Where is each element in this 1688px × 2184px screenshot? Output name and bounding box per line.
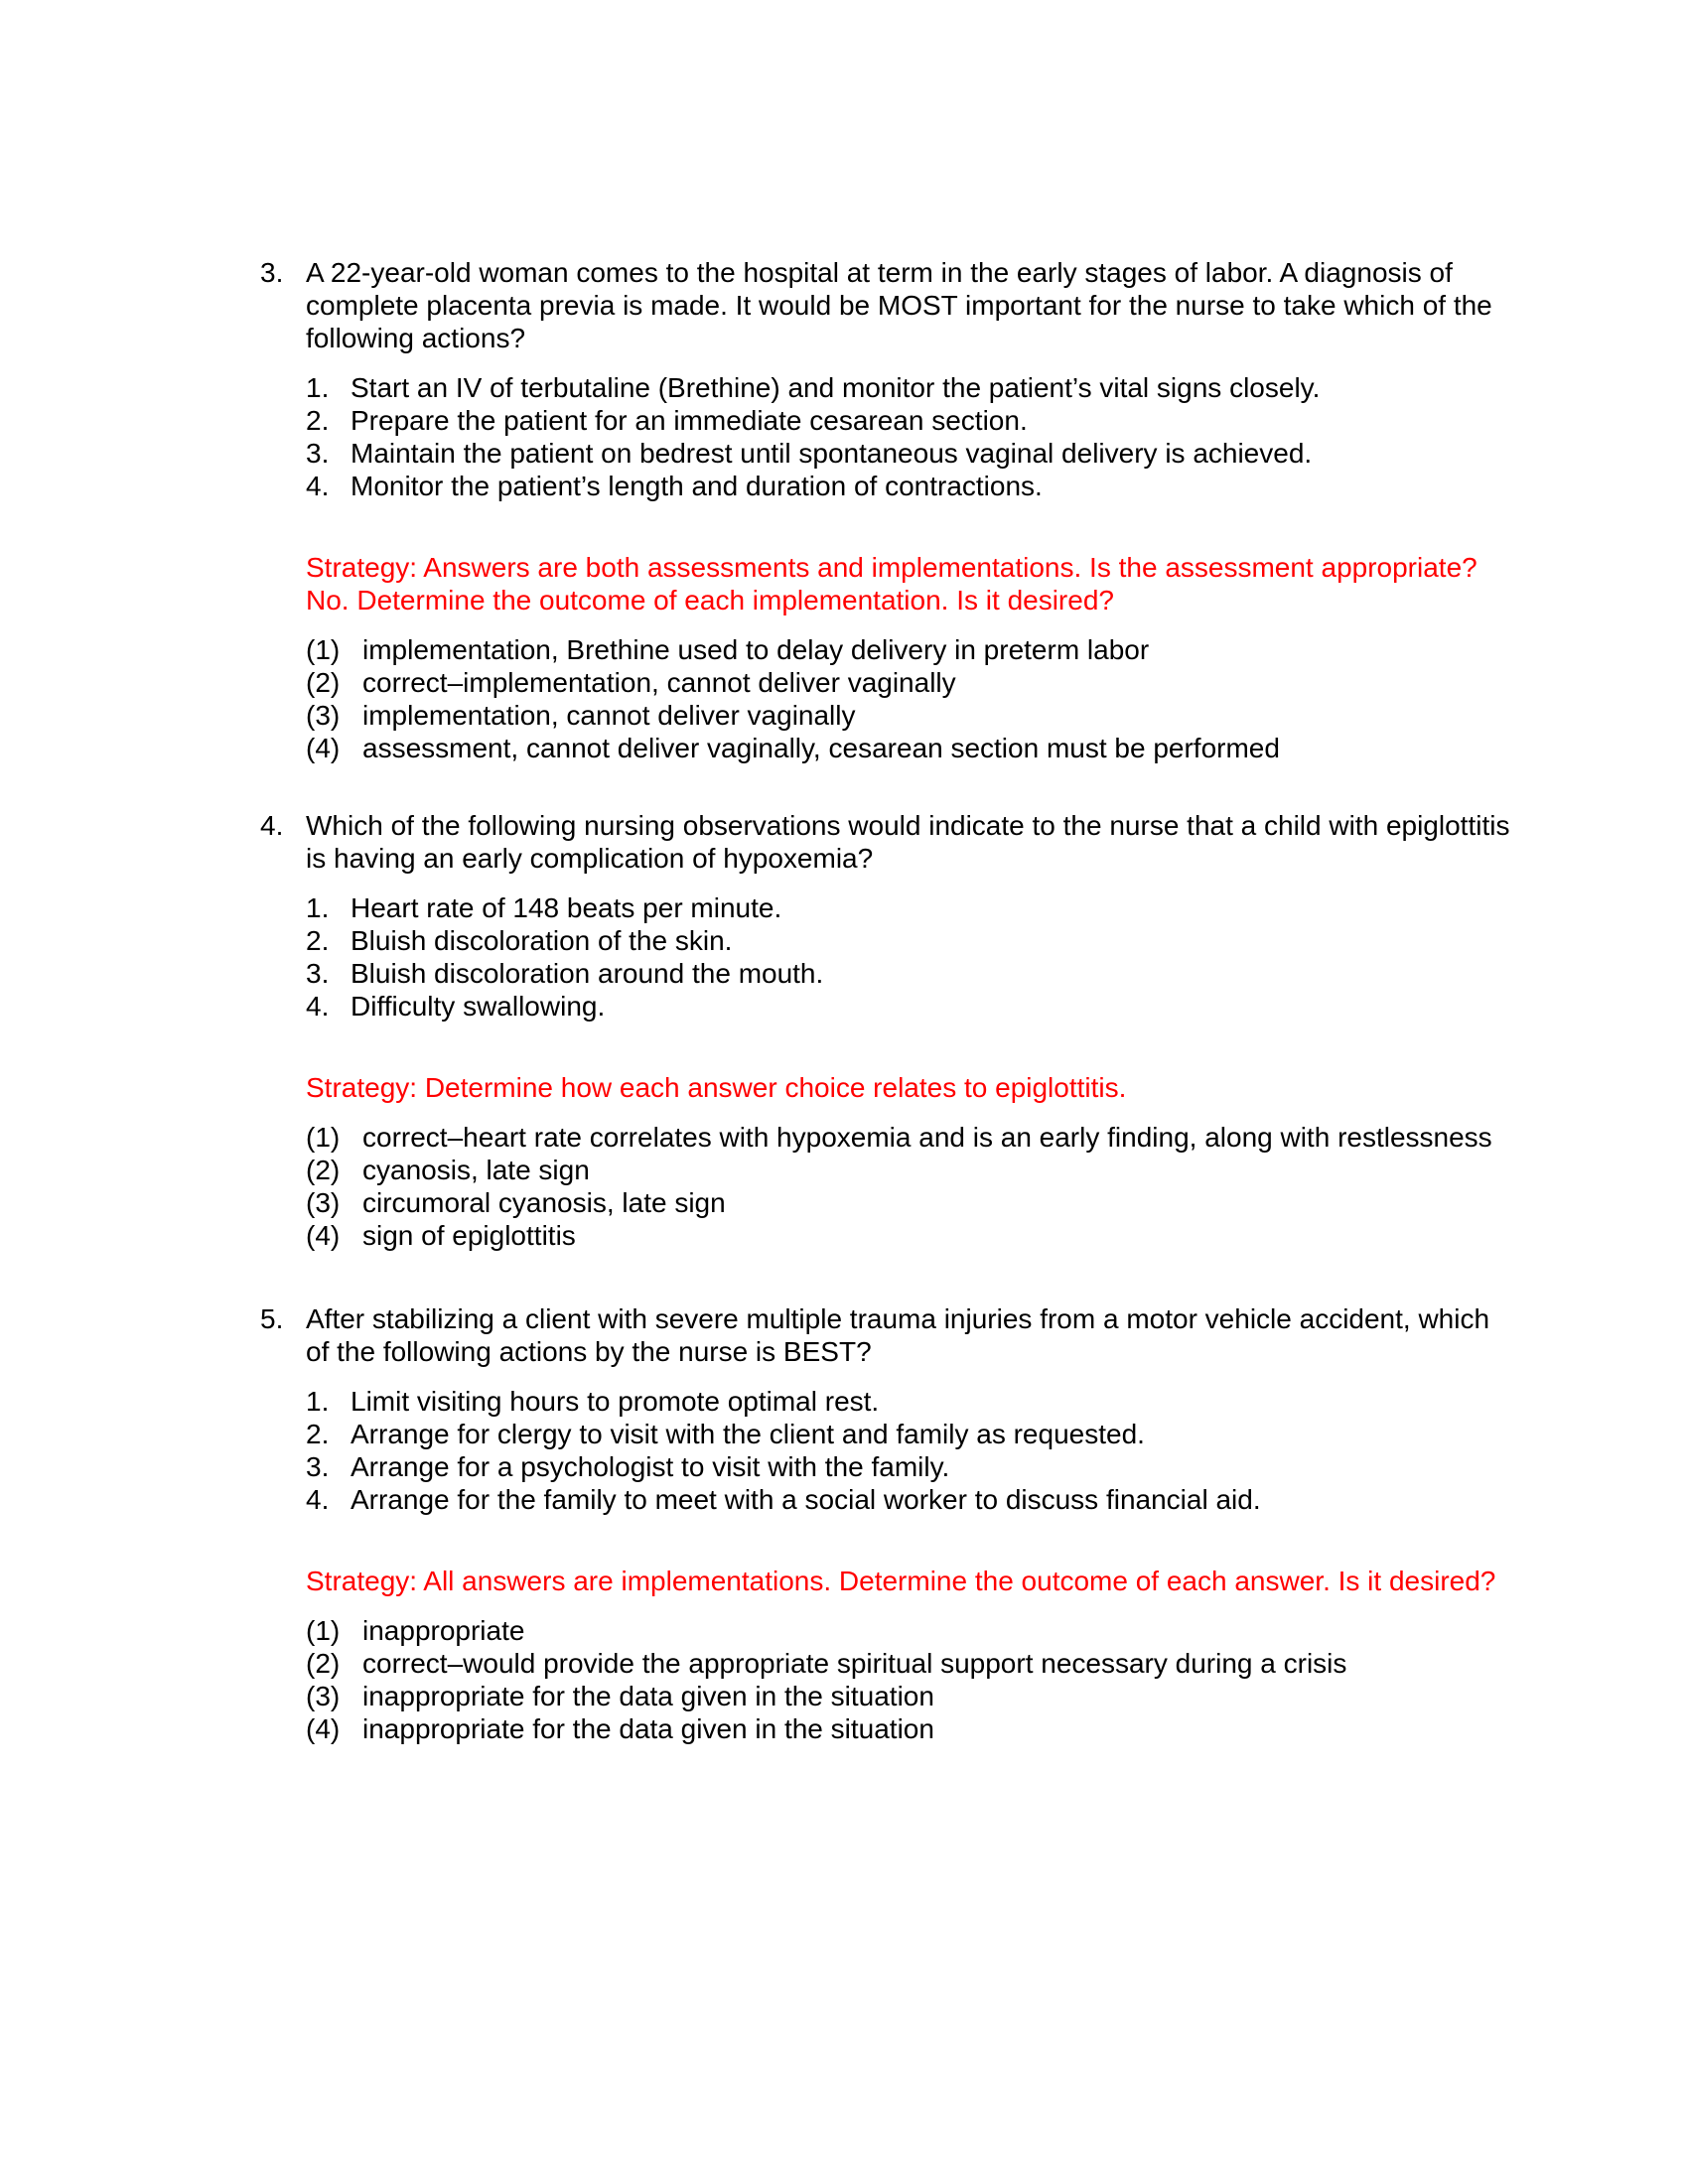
option-text: Arrange for clergy to visit with the client and family as requested. [351, 1419, 1145, 1449]
option-number: 4. [306, 471, 330, 501]
option-text: Heart rate of 148 beats per minute. [351, 892, 782, 923]
rationale-text: assessment, cannot deliver vaginally, cesarean section must be performed [362, 733, 1280, 763]
rationale-list [260, 1121, 1511, 1252]
rationale-number: (3) [306, 1187, 341, 1218]
rationale-item [306, 633, 1511, 666]
option-number: 1. [306, 892, 330, 923]
question-text: After stabilizing a client with severe multiple trauma injuries from a motor vehicle accident, which of the following actions by the nurse is BEST? [306, 1303, 1490, 1367]
answer-options [260, 1385, 1511, 1516]
option-text: Monitor the patient’s length and duration of contractions. [351, 471, 1043, 501]
rationale-item [306, 1186, 1511, 1219]
option-number: 3. [306, 958, 330, 989]
rationale-item [306, 732, 1511, 764]
option-number: 2. [306, 1419, 330, 1449]
answer-option [306, 924, 1511, 957]
rationale-list [260, 633, 1511, 764]
question-stem [260, 256, 1511, 354]
rationale-text: cyanosis, late sign [362, 1155, 590, 1185]
rationale-text: inappropriate for the data given in the situation [362, 1681, 934, 1711]
answer-option [306, 1418, 1511, 1450]
rationale-item [306, 1219, 1511, 1252]
rationale-text: implementation, Brethine used to delay delivery in preterm labor [362, 634, 1150, 665]
option-number: 1. [306, 1386, 330, 1417]
answer-option [306, 891, 1511, 924]
question-text: A 22-year-old woman comes to the hospital at term in the early stages of labor. A diagnosis of complete placenta previa is made. It would be MOST important for the nurse to take which of the following actions? [306, 257, 1492, 353]
rationale-item [306, 1121, 1511, 1154]
answer-option [306, 371, 1511, 404]
option-number: 2. [306, 405, 330, 436]
rationale-item [306, 699, 1511, 732]
answer-option [306, 404, 1511, 437]
option-number: 3. [306, 438, 330, 469]
rationale-number: (4) [306, 733, 341, 763]
answer-option [306, 957, 1511, 990]
option-text: Arrange for the family to meet with a social worker to discuss financial aid. [351, 1484, 1261, 1515]
strategy-note [260, 1565, 1511, 1597]
question-3 [260, 256, 1511, 764]
rationale-number: (3) [306, 1681, 341, 1711]
option-text: Start an IV of terbutaline (Brethine) and monitor the patient’s vital signs closely. [351, 372, 1321, 403]
answer-option [306, 1385, 1511, 1418]
option-text: Bluish discoloration of the skin. [351, 925, 733, 956]
rationale-text: correct–implementation, cannot deliver vaginally [362, 667, 956, 698]
option-number: 4. [306, 991, 330, 1022]
rationale-item [306, 1614, 1511, 1647]
question-text: Which of the following nursing observations would indicate to the nurse that a child with epiglottitis is having an early complication of hypoxemia? [306, 810, 1510, 874]
rationale-item [306, 1647, 1511, 1680]
option-text: Difficulty swallowing. [351, 991, 606, 1022]
rationale-text: correct–heart rate correlates with hypoxemia and is an early finding, along with restlessness [362, 1122, 1492, 1153]
option-text: Limit visiting hours to promote optimal rest. [351, 1386, 880, 1417]
answer-option [306, 1483, 1511, 1516]
strategy-text: Strategy: Determine how each answer choice relates to epiglottitis. [306, 1072, 1127, 1103]
option-number: 2. [306, 925, 330, 956]
rationale-text: implementation, cannot deliver vaginally [362, 700, 856, 731]
rationale-number: (4) [306, 1220, 341, 1251]
rationale-number: (2) [306, 1648, 341, 1679]
strategy-text: Strategy: All answers are implementations. Determine the outcome of each answer. Is it desired? [306, 1566, 1496, 1596]
option-number: 1. [306, 372, 330, 403]
rationale-item [306, 1680, 1511, 1712]
answer-option [306, 990, 1511, 1023]
rationale-text: inappropriate [362, 1615, 525, 1646]
rationale-number: (2) [306, 1155, 341, 1185]
rationale-number: (4) [306, 1713, 341, 1744]
rationale-number: (1) [306, 1122, 341, 1153]
rationale-text: correct–would provide the appropriate spiritual support necessary during a crisis [362, 1648, 1347, 1679]
strategy-note [260, 1071, 1511, 1104]
answer-option [306, 437, 1511, 470]
rationale-item [306, 1712, 1511, 1745]
rationale-item [306, 666, 1511, 699]
answer-option [306, 1450, 1511, 1483]
rationale-item [306, 1154, 1511, 1186]
question-number: 3. [260, 257, 284, 288]
question-stem [260, 1302, 1511, 1368]
rationale-list [260, 1614, 1511, 1745]
strategy-text: Strategy: Answers are both assessments and implementations. Is the assessment appropriate? No. Determine the outcome of each implementation. Is it desired? [306, 552, 1477, 615]
answer-options [260, 891, 1511, 1023]
rationale-number: (1) [306, 634, 341, 665]
rationale-text: circumoral cyanosis, late sign [362, 1187, 726, 1218]
option-text: Maintain the patient on bedrest until spontaneous vaginal delivery is achieved. [351, 438, 1313, 469]
rationale-text: inappropriate for the data given in the situation [362, 1713, 934, 1744]
question-5 [260, 1302, 1511, 1745]
answer-options [260, 371, 1511, 502]
option-number: 4. [306, 1484, 330, 1515]
question-stem [260, 809, 1511, 875]
option-number: 3. [306, 1451, 330, 1482]
question-4 [260, 809, 1511, 1252]
rationale-number: (2) [306, 667, 341, 698]
option-text: Arrange for a psychologist to visit with the family. [351, 1451, 950, 1482]
question-number: 4. [260, 810, 284, 841]
rationale-text: sign of epiglottitis [362, 1220, 576, 1251]
answer-option [306, 470, 1511, 502]
option-text: Bluish discoloration around the mouth. [351, 958, 824, 989]
question-number: 5. [260, 1303, 284, 1334]
rationale-number: (1) [306, 1615, 341, 1646]
rationale-number: (3) [306, 700, 341, 731]
option-text: Prepare the patient for an immediate cesarean section. [351, 405, 1028, 436]
strategy-note [260, 551, 1511, 616]
